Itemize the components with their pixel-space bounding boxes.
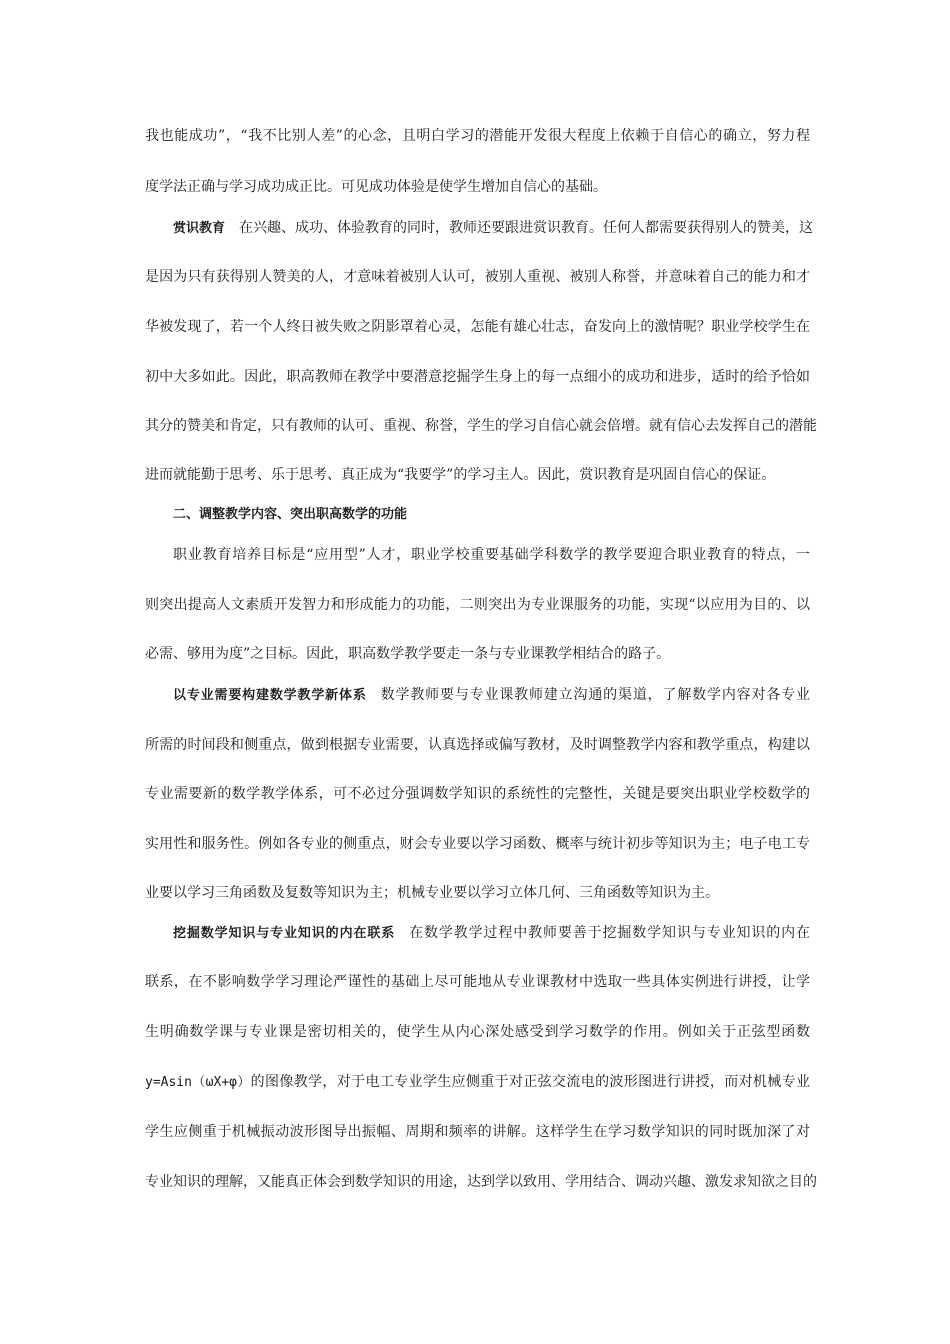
paragraph-line: 业要以学习三角函数及复数等知识为主；机械专业要以学习立体几何、三角函数等知识为主。 <box>145 885 719 901</box>
paragraph-line: 其分的赞美和肯定，只有教师的认可、重视、称誉，学生的学习自信心就会倍增。就有信心去发挥自己的潜能 <box>145 418 817 434</box>
paragraph-line: 生明确数学课与专业课是密切相关的，使学生从内心深处感受到学习数学的作用。例如关于正弦型函数 <box>145 1024 810 1040</box>
paragraph-lead-heading: 以专业需要构建数学教学新体系 <box>173 688 367 703</box>
paragraph-lead-heading: 挖掘数学知识与专业知识的内在联系 <box>173 926 396 941</box>
paragraph-line: 初中大多如此。因此，职高教师在教学中要潜意挖掘学生身上的每一点细小的成功和进步，适时的给予恰如 <box>145 369 810 385</box>
paragraph-line <box>173 686 810 705</box>
paragraph-line <box>145 1073 810 1092</box>
formula: y=Asin（ωX+φ） <box>145 1075 251 1090</box>
paragraph-line: 必需、够用为度”之目标。因此，职高数学教学要走一条与专业课教学相结合的路子。 <box>145 646 671 662</box>
paragraph-line: 进而就能勤于思考、乐于思考、真正成为“我要学”的学习主人。因此，赏识教育是巩固自信心的保证。 <box>145 467 776 483</box>
paragraph-line: 学生应侧重于机械振动波形图导出振幅、周期和频率的讲解。这样学生在学习数学知识的同时既加深了对 <box>145 1124 810 1140</box>
paragraph-line: 则突出提高人文素质开发智力和形成能力的功能，二则突出为专业课服务的功能，实现“以应用为目的、以 <box>145 597 810 613</box>
paragraph-line <box>173 219 814 238</box>
paragraph-line: 华被发现了，若一个人终日被失败之阴影罩着心灵，怎能有雄心壮志，奋发向上的激情呢？职业学校学生在 <box>145 319 810 335</box>
section-heading: 二、调整教学内容、突出职高数学的功能 <box>173 507 408 522</box>
paragraph-line: 度学法正确与学习成功成正比。可见成功体验是使学生增加自信心的基础。 <box>145 179 607 195</box>
paragraph-line: 专业需要新的数学教学体系，可不必过分强调数学知识的系统性的完整性，关键是要突出职业学校数学的 <box>145 786 810 802</box>
paragraph-lead-heading: 赏识教育 <box>173 221 226 236</box>
paragraph-line: 实用性和服务性。例如各专业的侧重点，财会专业要以学习函数、概率与统计初步等知识为主；电子电工专 <box>145 836 810 852</box>
paragraph-text: 在数学教学过程中教师要善于挖掘数学知识与专业知识的内在 <box>409 925 810 941</box>
paragraph-line: 所需的时间段和侧重点，做到根据专业需要，认真选择或偏写教材，及时调整教学内容和教学重点，构建以 <box>145 737 810 753</box>
paragraph-line: 联系，在不影响数学学习理论严谨性的基础上尽可能地从专业课教材中选取一些具体实例进行讲授，让学 <box>145 974 810 990</box>
paragraph-text: 在兴趣、成功、体验教育的同时，教师还要跟进赏识教育。任何人都需要获得别人的赞美，这 <box>239 220 814 236</box>
paragraph-line: 专业知识的理解，又能真正体会到数学知识的用途，达到学以致用、学用结合、调动兴趣、激发求知欲之目的 <box>145 1174 817 1190</box>
paragraph-text: 的图像教学，对于电工专业学生应侧重于对正弦交流电的波形图进行讲授，而对机械专业 <box>250 1074 810 1090</box>
paragraph-text: 数学教师要与专业课教师建立沟通的渠道，了解数学内容对各专业 <box>380 687 810 703</box>
paragraph-line: 我也能成功”，“我不比别人差”的心念，且明白学习的潜能开发很大程度上依赖于自信心的确立，努力程 <box>145 128 810 144</box>
paragraph-line <box>173 924 810 943</box>
paragraph-line: 是因为只有获得别人赞美的人，才意味着被别人认可，被别人重视、被别人称誉，并意味着自己的能力和才 <box>145 269 810 285</box>
paragraph-line: 职业教育培养目标是“应用型”人才，职业学校重要基础学科数学的教学要迎合职业教育的特点，一 <box>173 547 810 563</box>
